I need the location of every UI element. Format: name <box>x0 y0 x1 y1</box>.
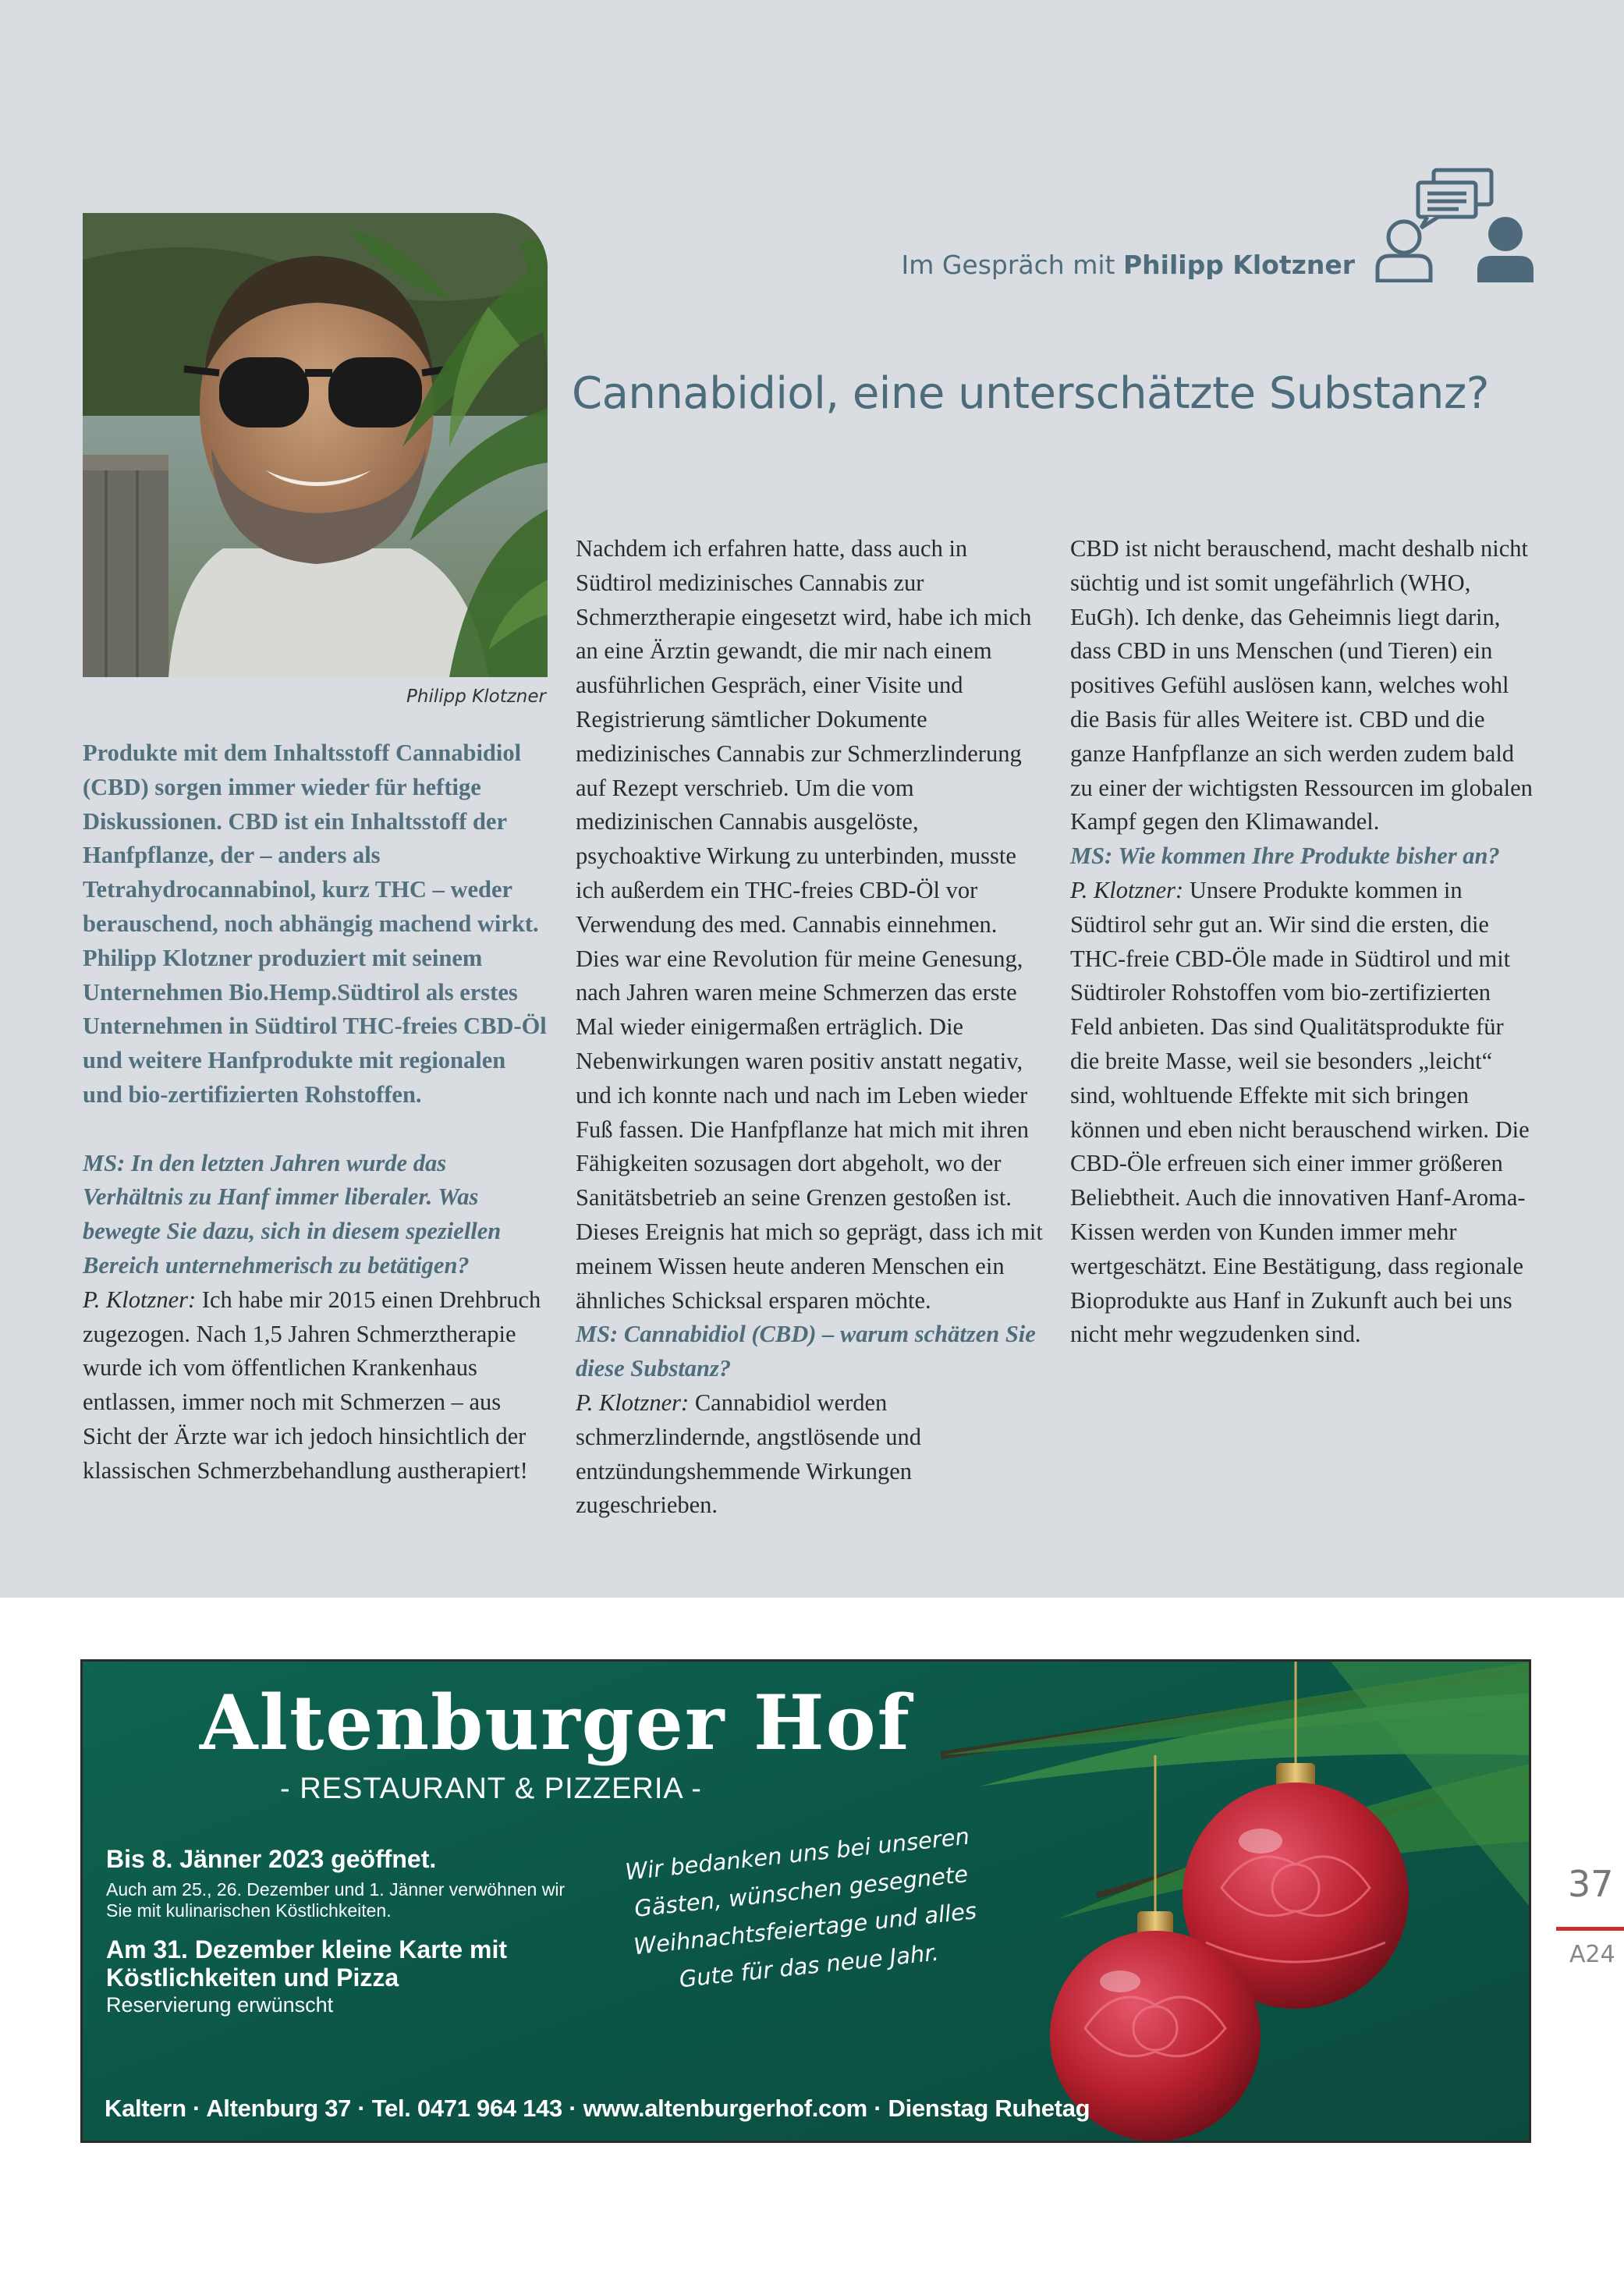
conversation-icon <box>1373 165 1537 282</box>
answer-text: Unsere Produkte kommen in Südtirol sehr gut an. Wir sind die ersten, die THC-freie CBD-Öle made in Südtirol und mit Südtiroler Rohstoffen vom bio-zertifizierten Feld anbieten. Das sind Qualitätsprodukte für die breite Masse, weil sie besonders „leicht“ sind, wohltuende Effekte mit sich bringen können und eben nicht berauschend wirken. Die CBD-Öle erfreuen sich einer immer größeren Beliebtheit. Auch die innovativen Hanf-Aroma-Kissen werden von Kunden immer mehr wertgeschätzt. Eine Bestätigung, dass regionale Bioprodukte aus Hanf in Zukunft auch bei uns nicht mehr wegzudenken sind. <box>1070 876 1530 1348</box>
interview-question-3: MS: Wie kommen Ihre Produkte bisher an? <box>1070 843 1500 870</box>
article-column-2 <box>576 532 1044 1523</box>
interview-question-1: MS: In den letzten Jahren wurde das Verhältnis zu Hanf immer liberaler. Was bewegte Sie dazu, sich in diesem speziellen Bereich unternehmerisch zu betätigen? <box>83 1149 502 1279</box>
article-column-3 <box>1070 532 1538 1352</box>
folio-divider <box>1556 1927 1624 1931</box>
portrait-photo <box>83 213 548 677</box>
reservation-note: Reservierung erwünscht <box>106 1993 334 2017</box>
answer-speaker: P. Klotzner: <box>576 1389 690 1416</box>
lead-paragraph: Produkte mit dem Inhaltsstoff Cannabidiol (CBD) sorgen immer wieder für heftige Diskussionen. CBD ist ein Inhaltsstoff der Hanfpflanze, der – anders als Tetrahydrocannabinol, kurz THC – weder berauschend, noch abhängig machend wirkt. Philipp Klotzner produziert mit seinem Unternehmen Bio.Hemp.Südtirol als erstes Unternehmen in Südtirol THC-freies CBD-Öl und weitere Hanfprodukte mit regionalen und bio-zertifizierten Rohstoffen. <box>83 740 547 1108</box>
interview-answer-3 <box>1070 874 1538 1352</box>
opening-heading: Bis 8. Jänner 2023 geöffnet. <box>106 1845 437 1873</box>
answer-speaker: P. Klotzner: <box>83 1286 197 1313</box>
kicker-prefix: Im Gespräch mit <box>901 250 1115 280</box>
restaurant-tagline: - RESTAURANT & PIZZERIA - <box>280 1772 702 1805</box>
interview-answer-2-continued: CBD ist nicht berauschend, macht deshalb nicht süchtig und ist somit ungefährlich (WHO, EuGh). Ich denke, das Geheimnis liegt darin, dass CBD in uns Menschen (und Tieren) ein positives Gefühl auslösen kann, welches wohl die Basis für alles Weitere ist. CBD und die ganze Hanfpflanze an sich werden zudem bald zu einer der wichtigsten Ressourcen im globalen Kampf gegen den Klimawandel. <box>1070 535 1533 835</box>
opening-text: Auch am 25., 26. Dezember und 1. Jänner verwöhnen wir Sie mit kulinarischen Köstlichkeiten. <box>106 1879 566 1921</box>
article-column-1 <box>83 736 551 1488</box>
interview-answer-1-continued: Nachdem ich erfahren hatte, dass auch in Südtirol medizinisches Cannabis zur Schmerztherapie eingesetzt wird, habe ich mich an eine Ärztin gewandt, die mir nach einem ausführlichen Gespräch, einer Visite und Registrierung sämtlicher Dokumente medizinisches Cannabis zur Schmerzlinderung auf Rezept verschrieb. Um die vom medizinischen Cannabis ausgelöste, psychoaktive Wirkung zu unterbinden, musste ich außerdem ein THC-freies CBD-Öl vor Verwendung des med. Cannabis einnehmen. Dies war eine Revolution für meine Genesung, nach Jahren waren meine Schmerzen das erste Mal wieder einigermaßen erträglich. Die Nebenwirkungen waren positiv anstatt negativ, und ich konnte nach und nach im Leben wieder Fuß fassen. Die Hanfpflanze hat mich mit ihren Fähigkeiten sozusagen dort abgeholt, wo der Sanitätsbetrieb an seine Grenzen gestoßen ist. Dieses Ereignis hat mich so geprägt, dass ich mit meinem Wissen heute anderen Menschen ein ähnliches Schicksal ersparen möchte. <box>576 535 1043 1314</box>
interview-answer-2 <box>576 1386 1044 1523</box>
ad-contact-footer: Kaltern · Altenburg 37 · Tel. 0471 964 143 · www.altenburgerhof.com · Dienstag Ruhetag <box>105 2095 1090 2122</box>
restaurant-advertisement <box>80 1659 1531 2143</box>
answer-text: Ich habe mir 2015 einen Drehbruch zugezogen. Nach 1,5 Jahren Schmerztherapie wurde ich vom öffentlichen Krankenhaus entlassen, immer noch mit Schmerzen – aus Sicht der Ärzte war ich jedoch hinsichtlich der klassischen Schmerzbehandlung austherapiert! <box>83 1286 541 1484</box>
interview-kicker <box>901 250 1355 280</box>
answer-text: Cannabidiol werden schmerzlindernde, angstlösende und entzündungshemmende Wirkungen zugeschrieben. <box>576 1389 921 1519</box>
restaurant-name: Altenburger Hof <box>200 1679 911 1767</box>
opening-info <box>106 1845 590 2018</box>
interview-question-2: MS: Cannabidiol (CBD) – warum schätzen Sie diese Substanz? <box>576 1321 1036 1382</box>
page-code: A24 <box>1569 1941 1615 1968</box>
holiday-greeting: Wir bedanken uns bei unseren Gästen, wünschen gesegnete Weihnachtsfeiertage und alles Gute für das neue Jahr. <box>623 1822 978 1993</box>
kicker-name: Philipp Klotzner <box>1122 250 1355 280</box>
nye-heading: Am 31. Dezember kleine Karte mit Köstlichkeiten und Pizza <box>106 1935 507 1992</box>
interview-answer-1 <box>83 1283 551 1488</box>
article-headline: Cannabidiol, eine unterschätzte Substanz? <box>572 368 1490 419</box>
photo-caption: Philipp Klotzner <box>406 686 546 707</box>
page-number: 37 <box>1568 1863 1614 1905</box>
answer-speaker: P. Klotzner: <box>1070 876 1184 903</box>
